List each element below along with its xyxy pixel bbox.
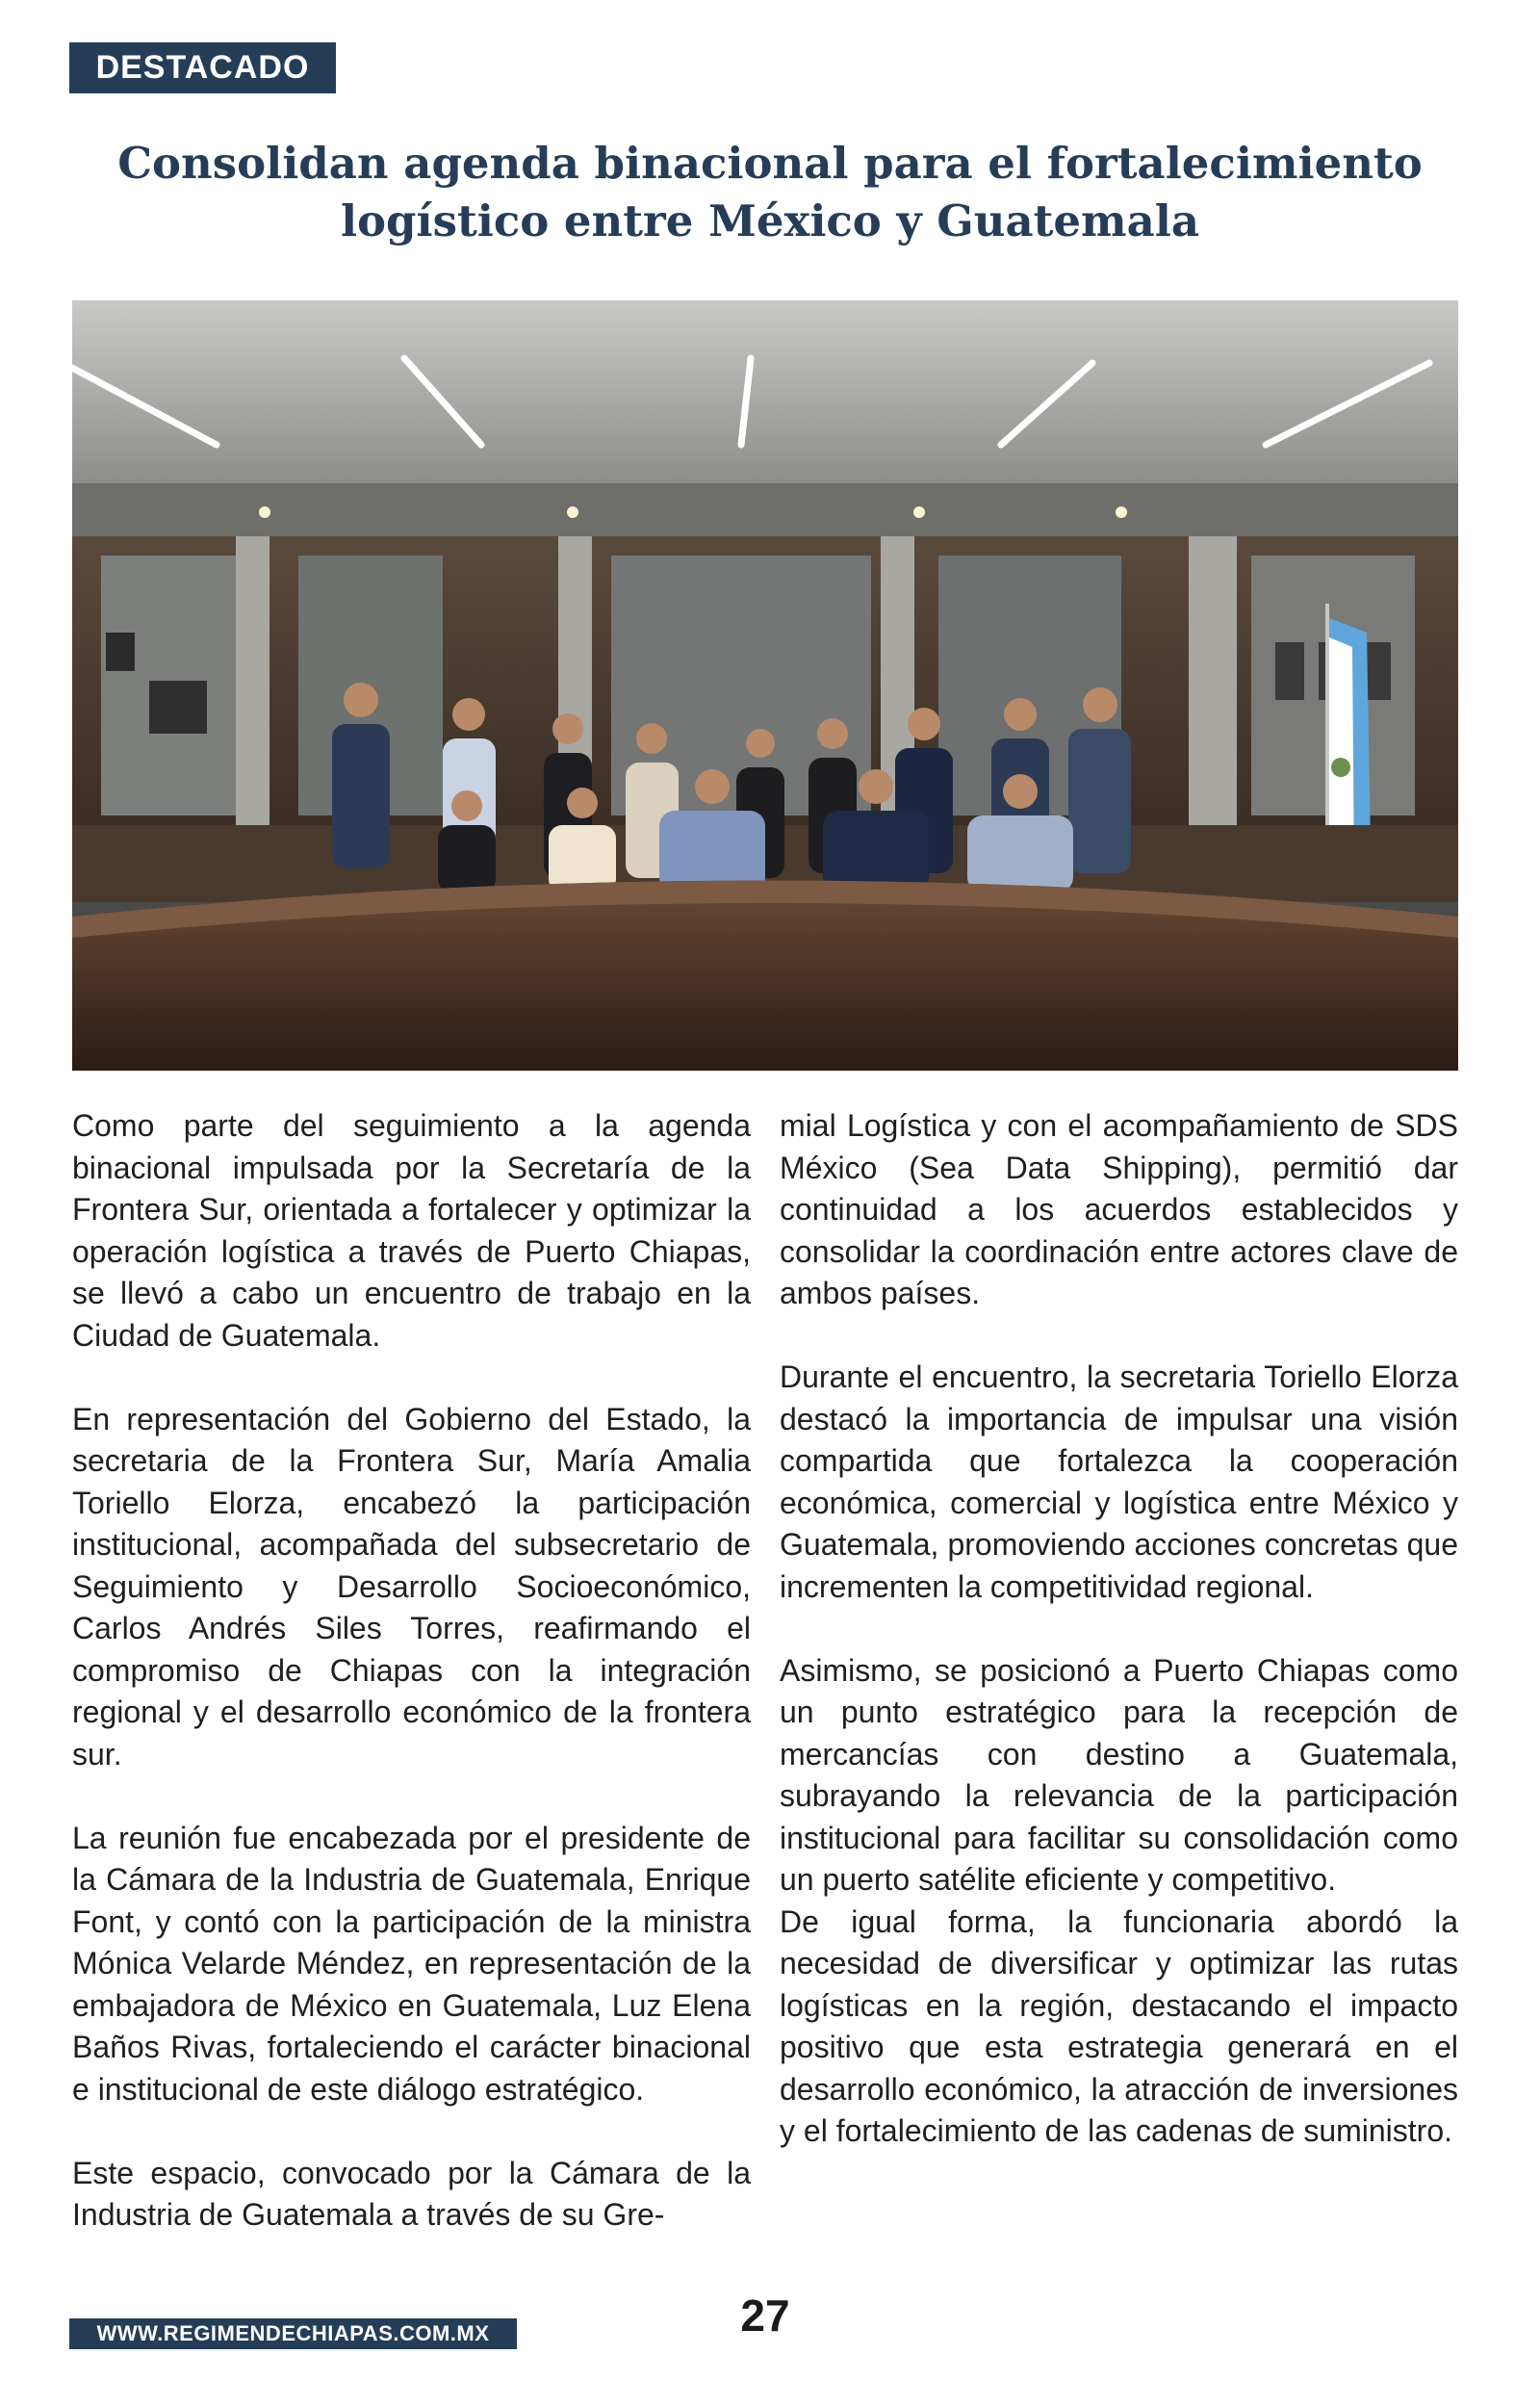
article-photo: [72, 300, 1458, 1071]
paragraph: Durante el encuentro, la secretaria Toriello Elorza destacó la importancia de impulsar una visión compartida que fortalezca la cooperación económica, comercial y logística entre México y Guatemala, promoviendo acciones concretas que incrementen la competitividad regional.: [780, 1359, 1458, 1604]
paragraph: Asimismo, se posicionó a Puerto Chiapas como un punto estratégico para la recepción de mercancías con destino a Guatemala, subrayando la relevancia de la participación institucional para facilitar su consolidación como un puerto satélite eficiente y competitivo.: [780, 1652, 1458, 1897]
paragraph: mial Logística y con el acompañamiento de SDS México (Sea Data Shipping), permitió dar continuidad a los acuerdos establecidos y consolidar la coordinación entre actores clave de ambos países.: [780, 1108, 1458, 1310]
article-title: Consolidan agenda binacional para el fortalecimiento logístico entre México y Guatemala: [117, 138, 1423, 246]
paragraph: Como parte del seguimiento a la agenda binacional impulsada por la Secretaría de la Frontera Sur, orientada a fortalecer y optimizar la operación logística a través de Puerto Chiapas, se llevó a cabo un encuentro de trabajo en la Ciudad de Guatemala.: [72, 1108, 751, 1353]
article-body-left-column: [72, 1105, 751, 2237]
paragraph: De igual forma, la funcionaria abordó la necesidad de diversificar y optimizar las rutas logísticas en la región, destacando el impacto positivo que esta estrategia generará en el desarrollo económico, la atracción de inversiones y el fortalecimiento de las cadenas de suministro.: [780, 1903, 1458, 2148]
website-url[interactable]: WWW.REGIMENDECHIAPAS.COM.MX: [69, 2318, 517, 2349]
article-body-right-column: [780, 1105, 1458, 2153]
paragraph: Este espacio, convocado por la Cámara de la Industria de Guatemala a través de su Gre-: [72, 2155, 751, 2232]
section-tag: DESTACADO: [69, 42, 336, 93]
paragraph: La reunión fue encabezada por el presidente de la Cámara de la Industria de Guatemala, Enrique Font, y contó con la participación de la ministra Mónica Velarde Méndez, en representación de la embajadora de México en Guatemala, Luz Elena Baños Rivas, fortaleciendo el carácter binacional e institucional de este diálogo estratégico.: [72, 1820, 751, 2107]
group-photo-illustration: [72, 300, 1458, 1071]
page-number: 27: [740, 2290, 790, 2341]
paragraph: En representación del Gobierno del Estado, la secretaria de la Frontera Sur, María Amalia Toriello Elorza, encabezó la participación institucional, acompañada del subsecretario de Seguimiento y Desarrollo Socioeconómico, Carlos Andrés Siles Torres, reafirmando el compromiso de Chiapas con la integración regional y el desarrollo económico de la frontera sur.: [72, 1401, 751, 1772]
